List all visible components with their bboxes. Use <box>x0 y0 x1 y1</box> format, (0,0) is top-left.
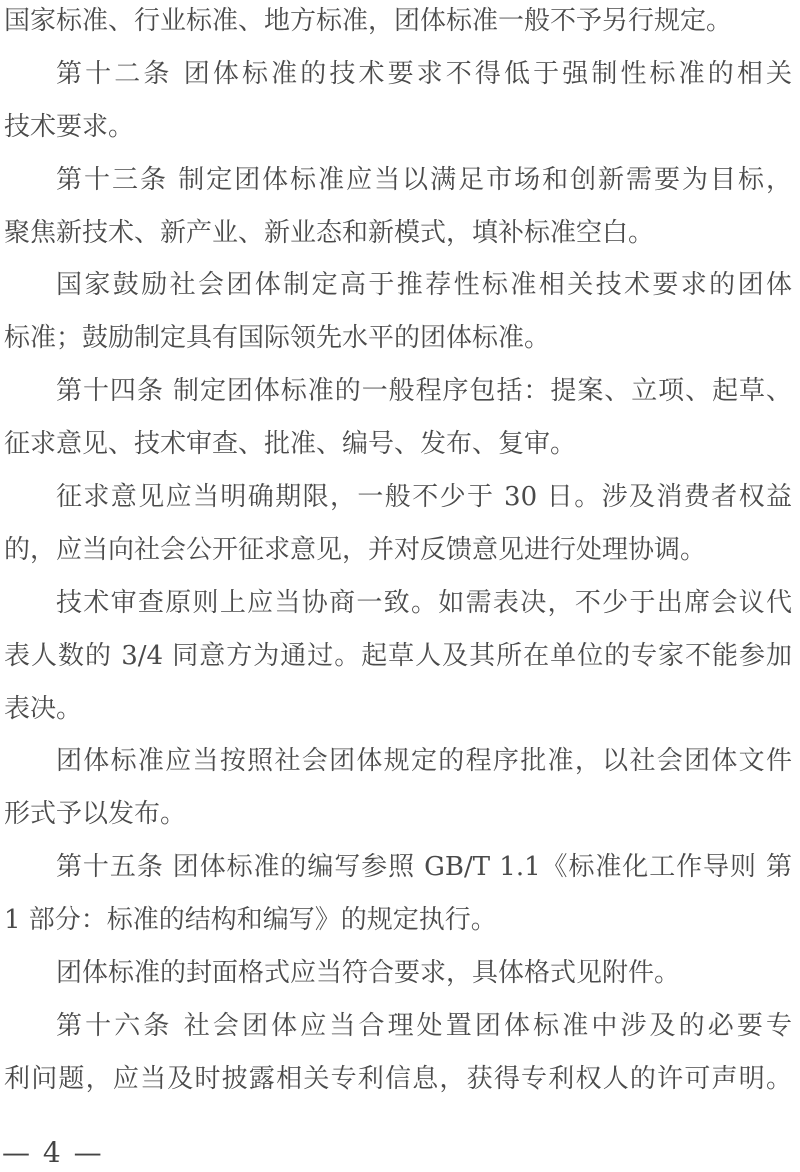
text-line: 的，应当向社会公开征求意见，并对反馈意见进行处理协调。 <box>4 534 707 565</box>
text-line: 国家鼓励社会团体制定高于推荐性标准相关技术要求的团体 <box>56 270 792 301</box>
text-line: 标准；鼓励制定具有国际领先水平的团体标准。 <box>4 323 551 354</box>
article-16: 第十六条 社会团体应当合理处置团体标准中涉及的必要专 <box>56 1010 792 1041</box>
article-14: 第十四条 制定团体标准的一般程序包括：提案、立项、起草、 <box>56 376 792 407</box>
text-line: 1 部分：标准的结构和编写》的规定执行。 <box>4 905 497 936</box>
text-line: 利问题，应当及时披露相关专利信息，获得专利权人的许可声明。 <box>4 1063 792 1094</box>
article-12: 第十二条 团体标准的技术要求不得低于强制性标准的相关 <box>56 58 792 89</box>
text-line: 征求意见应当明确期限，一般不少于 30 日。涉及消费者权益 <box>56 482 792 513</box>
text-line: 技术审查原则上应当协商一致。如需表决，不少于出席会议代 <box>56 587 792 618</box>
text-line: 技术要求。 <box>4 111 135 142</box>
article-15: 第十五条 团体标准的编写参照 GB/T 1.1《标准化工作导则 第 <box>56 852 792 883</box>
text-line: 聚焦新技术、新产业、新业态和新模式，填补标准空白。 <box>4 217 655 248</box>
text-line: 征求意见、技术审查、批准、编号、发布、复审。 <box>4 429 577 460</box>
page-number: — 4 — <box>2 1136 104 1169</box>
article-13: 第十三条 制定团体标准应当以满足市场和创新需要为目标， <box>56 164 792 195</box>
text-line: 国家标准、行业标准、地方标准，团体标准一般不予另行规定。 <box>4 6 733 36</box>
text-line: 团体标准应当按照社会团体规定的程序批准，以社会团体文件 <box>56 746 792 777</box>
text-line: 表人数的 3/4 同意方为通过。起草人及其所在单位的专家不能参加 <box>4 640 792 671</box>
document-page <box>4 0 792 1111</box>
text-line: 团体标准的封面格式应当符合要求，具体格式见附件。 <box>56 958 681 989</box>
text-line: 表决。 <box>4 693 83 724</box>
text-line: 形式予以发布。 <box>4 799 187 830</box>
